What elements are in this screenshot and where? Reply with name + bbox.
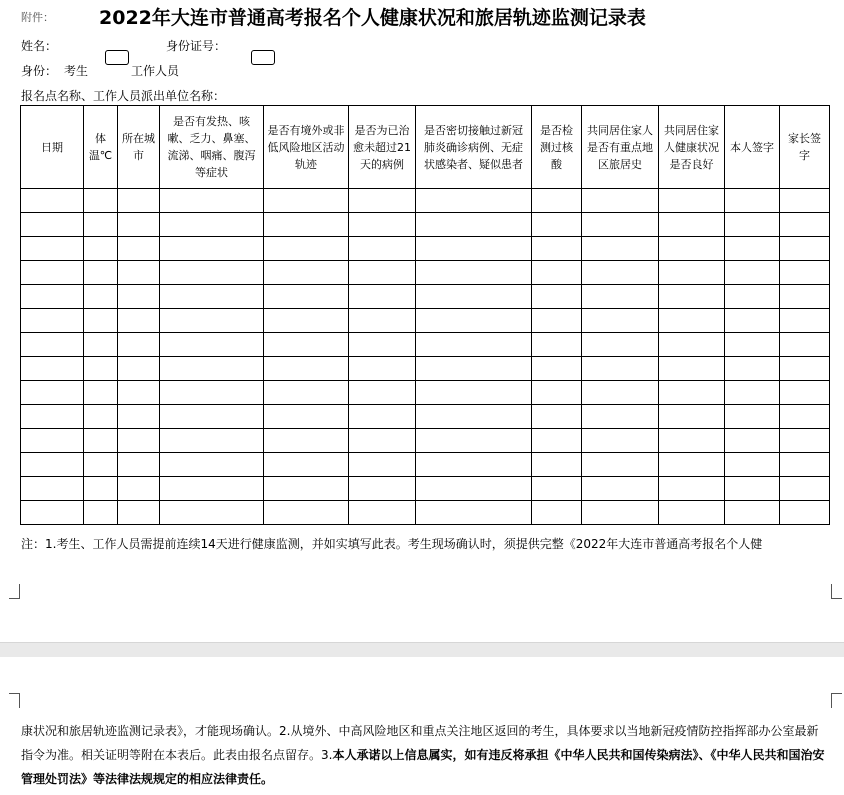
column-header: 家长签字 (780, 106, 830, 189)
document-title: 2022年大连市普通高考报名个人健康状况和旅居轨迹监测记录表 (99, 7, 646, 29)
table-cell[interactable] (582, 261, 659, 285)
note-line-1: 注：1.考生、工作人员需提前连续14天进行健康监测，并如实填写此表。考生现场确认时，须提供完整《2022年大连市普通高考报名个人健 (21, 537, 763, 551)
table-cell[interactable] (416, 309, 532, 333)
table-cell[interactable] (532, 285, 582, 309)
column-header: 是否检测过核酸 (532, 106, 582, 189)
column-header: 体温℃ (84, 106, 118, 189)
table-cell[interactable] (532, 309, 582, 333)
table-row (21, 453, 830, 477)
table-cell[interactable] (160, 309, 264, 333)
table-cell[interactable] (659, 381, 725, 405)
table-cell[interactable] (725, 213, 780, 237)
page-corner-mark (831, 693, 842, 708)
table-cell[interactable] (21, 501, 84, 525)
table-cell[interactable] (725, 309, 780, 333)
table-cell[interactable] (349, 189, 416, 213)
table-cell[interactable] (21, 381, 84, 405)
table-cell[interactable] (659, 237, 725, 261)
table-cell[interactable] (118, 333, 160, 357)
table-cell[interactable] (160, 453, 264, 477)
table-cell[interactable] (118, 453, 160, 477)
table-cell[interactable] (582, 381, 659, 405)
table-cell[interactable] (264, 501, 349, 525)
table-cell[interactable] (21, 261, 84, 285)
table-cell[interactable] (118, 381, 160, 405)
table-cell[interactable] (582, 405, 659, 429)
table-cell[interactable] (725, 405, 780, 429)
table-cell[interactable] (582, 477, 659, 501)
table-cell[interactable] (416, 261, 532, 285)
table-cell[interactable] (532, 477, 582, 501)
table-cell[interactable] (349, 309, 416, 333)
table-cell[interactable] (21, 309, 84, 333)
table-cell[interactable] (416, 405, 532, 429)
note-text: 康状况和旅居轨迹监测记录表》，才能现场确认。2.从境外、中高风险地区和重点关注地区返回的考生，具体要求以当地新冠疫情防控指挥部办公室最新指令为准。相关证明等附在本表后。此表由报名点留存。3. (21, 724, 819, 762)
column-header: 是否有发热、咳嗽、乏力、鼻塞、流涕、咽痛、腹泻等症状 (160, 106, 264, 189)
table-cell[interactable] (160, 477, 264, 501)
table-cell[interactable] (725, 189, 780, 213)
table-row (21, 285, 830, 309)
table-cell[interactable] (725, 501, 780, 525)
table-cell[interactable] (118, 285, 160, 309)
table-cell[interactable] (725, 333, 780, 357)
table-cell[interactable] (659, 477, 725, 501)
unit-name-label: 报名点名称、工作人员派出单位名称： (21, 89, 226, 103)
table-cell[interactable] (349, 213, 416, 237)
table-cell[interactable] (532, 333, 582, 357)
table-cell[interactable] (659, 333, 725, 357)
table-cell[interactable] (416, 333, 532, 357)
table-cell[interactable] (84, 357, 118, 381)
column-header: 是否为已治愈未超过21天的病例 (349, 106, 416, 189)
table-cell[interactable] (160, 261, 264, 285)
table-cell[interactable] (725, 285, 780, 309)
monitoring-record-table (20, 105, 830, 525)
table-cell[interactable] (160, 429, 264, 453)
table-cell[interactable] (532, 429, 582, 453)
table-cell[interactable] (264, 237, 349, 261)
table-row (21, 333, 830, 357)
table-cell[interactable] (118, 189, 160, 213)
column-header: 本人签字 (725, 106, 780, 189)
table-cell[interactable] (532, 237, 582, 261)
table-cell[interactable] (780, 405, 830, 429)
option-student-label: 考生 (64, 64, 89, 78)
table-cell[interactable] (21, 405, 84, 429)
table-cell[interactable] (349, 477, 416, 501)
table-cell[interactable] (118, 405, 160, 429)
table-cell[interactable] (725, 453, 780, 477)
table-cell[interactable] (725, 429, 780, 453)
table-cell[interactable] (21, 285, 84, 309)
table-cell[interactable] (349, 333, 416, 357)
table-cell[interactable] (582, 189, 659, 213)
table-cell[interactable] (264, 477, 349, 501)
table-row (21, 357, 830, 381)
table-row (21, 189, 830, 213)
table-cell[interactable] (84, 429, 118, 453)
column-header: 是否有境外或非低风险地区活动轨迹 (264, 106, 349, 189)
document-page-2 (0, 657, 844, 795)
table-cell[interactable] (416, 453, 532, 477)
table-cell[interactable] (160, 381, 264, 405)
table-cell[interactable] (659, 405, 725, 429)
table-cell[interactable] (84, 309, 118, 333)
table-cell[interactable] (349, 429, 416, 453)
table-cell[interactable] (118, 261, 160, 285)
table-cell[interactable] (582, 429, 659, 453)
name-label: 姓名： (21, 39, 58, 53)
table-cell[interactable] (264, 357, 349, 381)
table-cell[interactable] (349, 285, 416, 309)
table-cell[interactable] (264, 213, 349, 237)
table-cell[interactable] (659, 357, 725, 381)
table-cell[interactable] (659, 429, 725, 453)
table-cell[interactable] (160, 213, 264, 237)
table-cell[interactable] (582, 333, 659, 357)
table-cell[interactable] (725, 357, 780, 381)
table-cell[interactable] (264, 285, 349, 309)
table-row (21, 429, 830, 453)
id-checkbox[interactable] (251, 50, 275, 65)
column-header: 共同居住家人是否有重点地区旅居史 (582, 106, 659, 189)
table-cell[interactable] (780, 237, 830, 261)
table-cell[interactable] (582, 357, 659, 381)
table-cell[interactable] (349, 453, 416, 477)
table-cell[interactable] (532, 357, 582, 381)
table-cell[interactable] (118, 309, 160, 333)
table-cell[interactable] (659, 285, 725, 309)
table-row (21, 381, 830, 405)
table-cell[interactable] (780, 453, 830, 477)
table-cell[interactable] (725, 237, 780, 261)
table-cell[interactable] (118, 477, 160, 501)
table-cell[interactable] (84, 405, 118, 429)
student-checkbox[interactable] (105, 50, 129, 65)
table-cell[interactable] (21, 213, 84, 237)
table-cell[interactable] (264, 429, 349, 453)
table-cell[interactable] (264, 261, 349, 285)
table-cell[interactable] (532, 261, 582, 285)
table-cell[interactable] (659, 213, 725, 237)
table-cell[interactable] (416, 501, 532, 525)
page-corner-mark (831, 584, 842, 599)
table-cell[interactable] (349, 405, 416, 429)
table-cell[interactable] (659, 261, 725, 285)
table-cell[interactable] (659, 453, 725, 477)
table-cell[interactable] (780, 477, 830, 501)
table-cell[interactable] (532, 213, 582, 237)
table-row (21, 501, 830, 525)
table-cell[interactable] (349, 357, 416, 381)
table-cell[interactable] (84, 189, 118, 213)
table-cell[interactable] (118, 429, 160, 453)
table-cell[interactable] (416, 189, 532, 213)
table-cell[interactable] (84, 333, 118, 357)
table-cell[interactable] (160, 285, 264, 309)
table-row (21, 237, 830, 261)
table-cell[interactable] (582, 213, 659, 237)
table-cell[interactable] (532, 381, 582, 405)
table-cell[interactable] (21, 453, 84, 477)
table-cell[interactable] (160, 405, 264, 429)
table-cell[interactable] (780, 213, 830, 237)
table-cell[interactable] (21, 357, 84, 381)
identity-label: 身份： (21, 64, 58, 78)
table-cell[interactable] (21, 189, 84, 213)
table-cell[interactable] (582, 237, 659, 261)
table-cell[interactable] (264, 405, 349, 429)
table-cell[interactable] (264, 453, 349, 477)
table-cell[interactable] (532, 501, 582, 525)
table-row (21, 477, 830, 501)
attachment-label: 附件： (21, 11, 54, 24)
table-cell[interactable] (780, 429, 830, 453)
table-cell[interactable] (780, 357, 830, 381)
table-cell[interactable] (84, 477, 118, 501)
table-cell[interactable] (532, 189, 582, 213)
table-cell[interactable] (21, 477, 84, 501)
page-corner-mark (9, 584, 20, 599)
table-cell[interactable] (84, 261, 118, 285)
table-cell[interactable] (582, 501, 659, 525)
table-cell[interactable] (84, 285, 118, 309)
table-cell[interactable] (416, 357, 532, 381)
table-cell[interactable] (84, 453, 118, 477)
table-cell[interactable] (780, 261, 830, 285)
table-cell[interactable] (725, 477, 780, 501)
table-cell[interactable] (84, 213, 118, 237)
table-cell[interactable] (416, 285, 532, 309)
table-cell[interactable] (780, 381, 830, 405)
column-header: 是否密切接触过新冠肺炎确诊病例、无症状感染者、疑似患者 (416, 106, 532, 189)
table-row (21, 405, 830, 429)
page-corner-mark (9, 693, 20, 708)
table-cell[interactable] (582, 453, 659, 477)
table-cell[interactable] (780, 285, 830, 309)
id-number-label: 身份证号： (166, 39, 227, 53)
table-cell[interactable] (582, 285, 659, 309)
table-cell[interactable] (582, 309, 659, 333)
column-header: 共同居住家人健康状况是否良好 (659, 106, 725, 189)
table-body (21, 189, 830, 525)
table-cell[interactable] (349, 261, 416, 285)
table-cell[interactable] (264, 309, 349, 333)
table-cell[interactable] (416, 429, 532, 453)
table-cell[interactable] (21, 237, 84, 261)
table-cell[interactable] (264, 333, 349, 357)
note-continuation (21, 719, 827, 791)
table-cell[interactable] (416, 237, 532, 261)
table-cell[interactable] (84, 381, 118, 405)
note-commitment: 本人承诺以上信息属实，如有违反将承担《中华人民共和国传染病法》、《中华人民共和国治安管理处罚法》等法律法规规定的相应法律责任。 (21, 748, 825, 786)
table-cell[interactable] (349, 381, 416, 405)
table-cell[interactable] (84, 237, 118, 261)
table-cell[interactable] (264, 381, 349, 405)
table-cell[interactable] (349, 237, 416, 261)
table-cell[interactable] (118, 213, 160, 237)
table-cell[interactable] (118, 501, 160, 525)
table-cell[interactable] (725, 381, 780, 405)
table-row (21, 261, 830, 285)
table-cell[interactable] (532, 453, 582, 477)
table-cell[interactable] (118, 357, 160, 381)
column-header: 日期 (21, 106, 84, 189)
table-cell[interactable] (118, 237, 160, 261)
table-cell[interactable] (264, 189, 349, 213)
table-cell[interactable] (21, 429, 84, 453)
page-separator (0, 642, 844, 658)
table-cell[interactable] (659, 309, 725, 333)
column-header: 所在城市 (118, 106, 160, 189)
table-cell[interactable] (725, 261, 780, 285)
table-cell[interactable] (780, 501, 830, 525)
table-cell[interactable] (780, 189, 830, 213)
table-cell[interactable] (160, 357, 264, 381)
table-cell[interactable] (160, 237, 264, 261)
table-cell[interactable] (160, 501, 264, 525)
table-cell[interactable] (659, 501, 725, 525)
option-staff-label: 工作人员 (131, 64, 180, 78)
table-cell[interactable] (780, 309, 830, 333)
table-cell[interactable] (780, 333, 830, 357)
table-cell[interactable] (21, 333, 84, 357)
table-cell[interactable] (84, 501, 118, 525)
table-cell[interactable] (160, 189, 264, 213)
table-cell[interactable] (416, 213, 532, 237)
table-cell[interactable] (416, 477, 532, 501)
table-row (21, 213, 830, 237)
table-cell[interactable] (532, 405, 582, 429)
table-cell[interactable] (160, 333, 264, 357)
table-header-row (21, 106, 830, 189)
table-cell[interactable] (416, 381, 532, 405)
table-cell[interactable] (349, 501, 416, 525)
table-cell[interactable] (659, 189, 725, 213)
table-row (21, 309, 830, 333)
